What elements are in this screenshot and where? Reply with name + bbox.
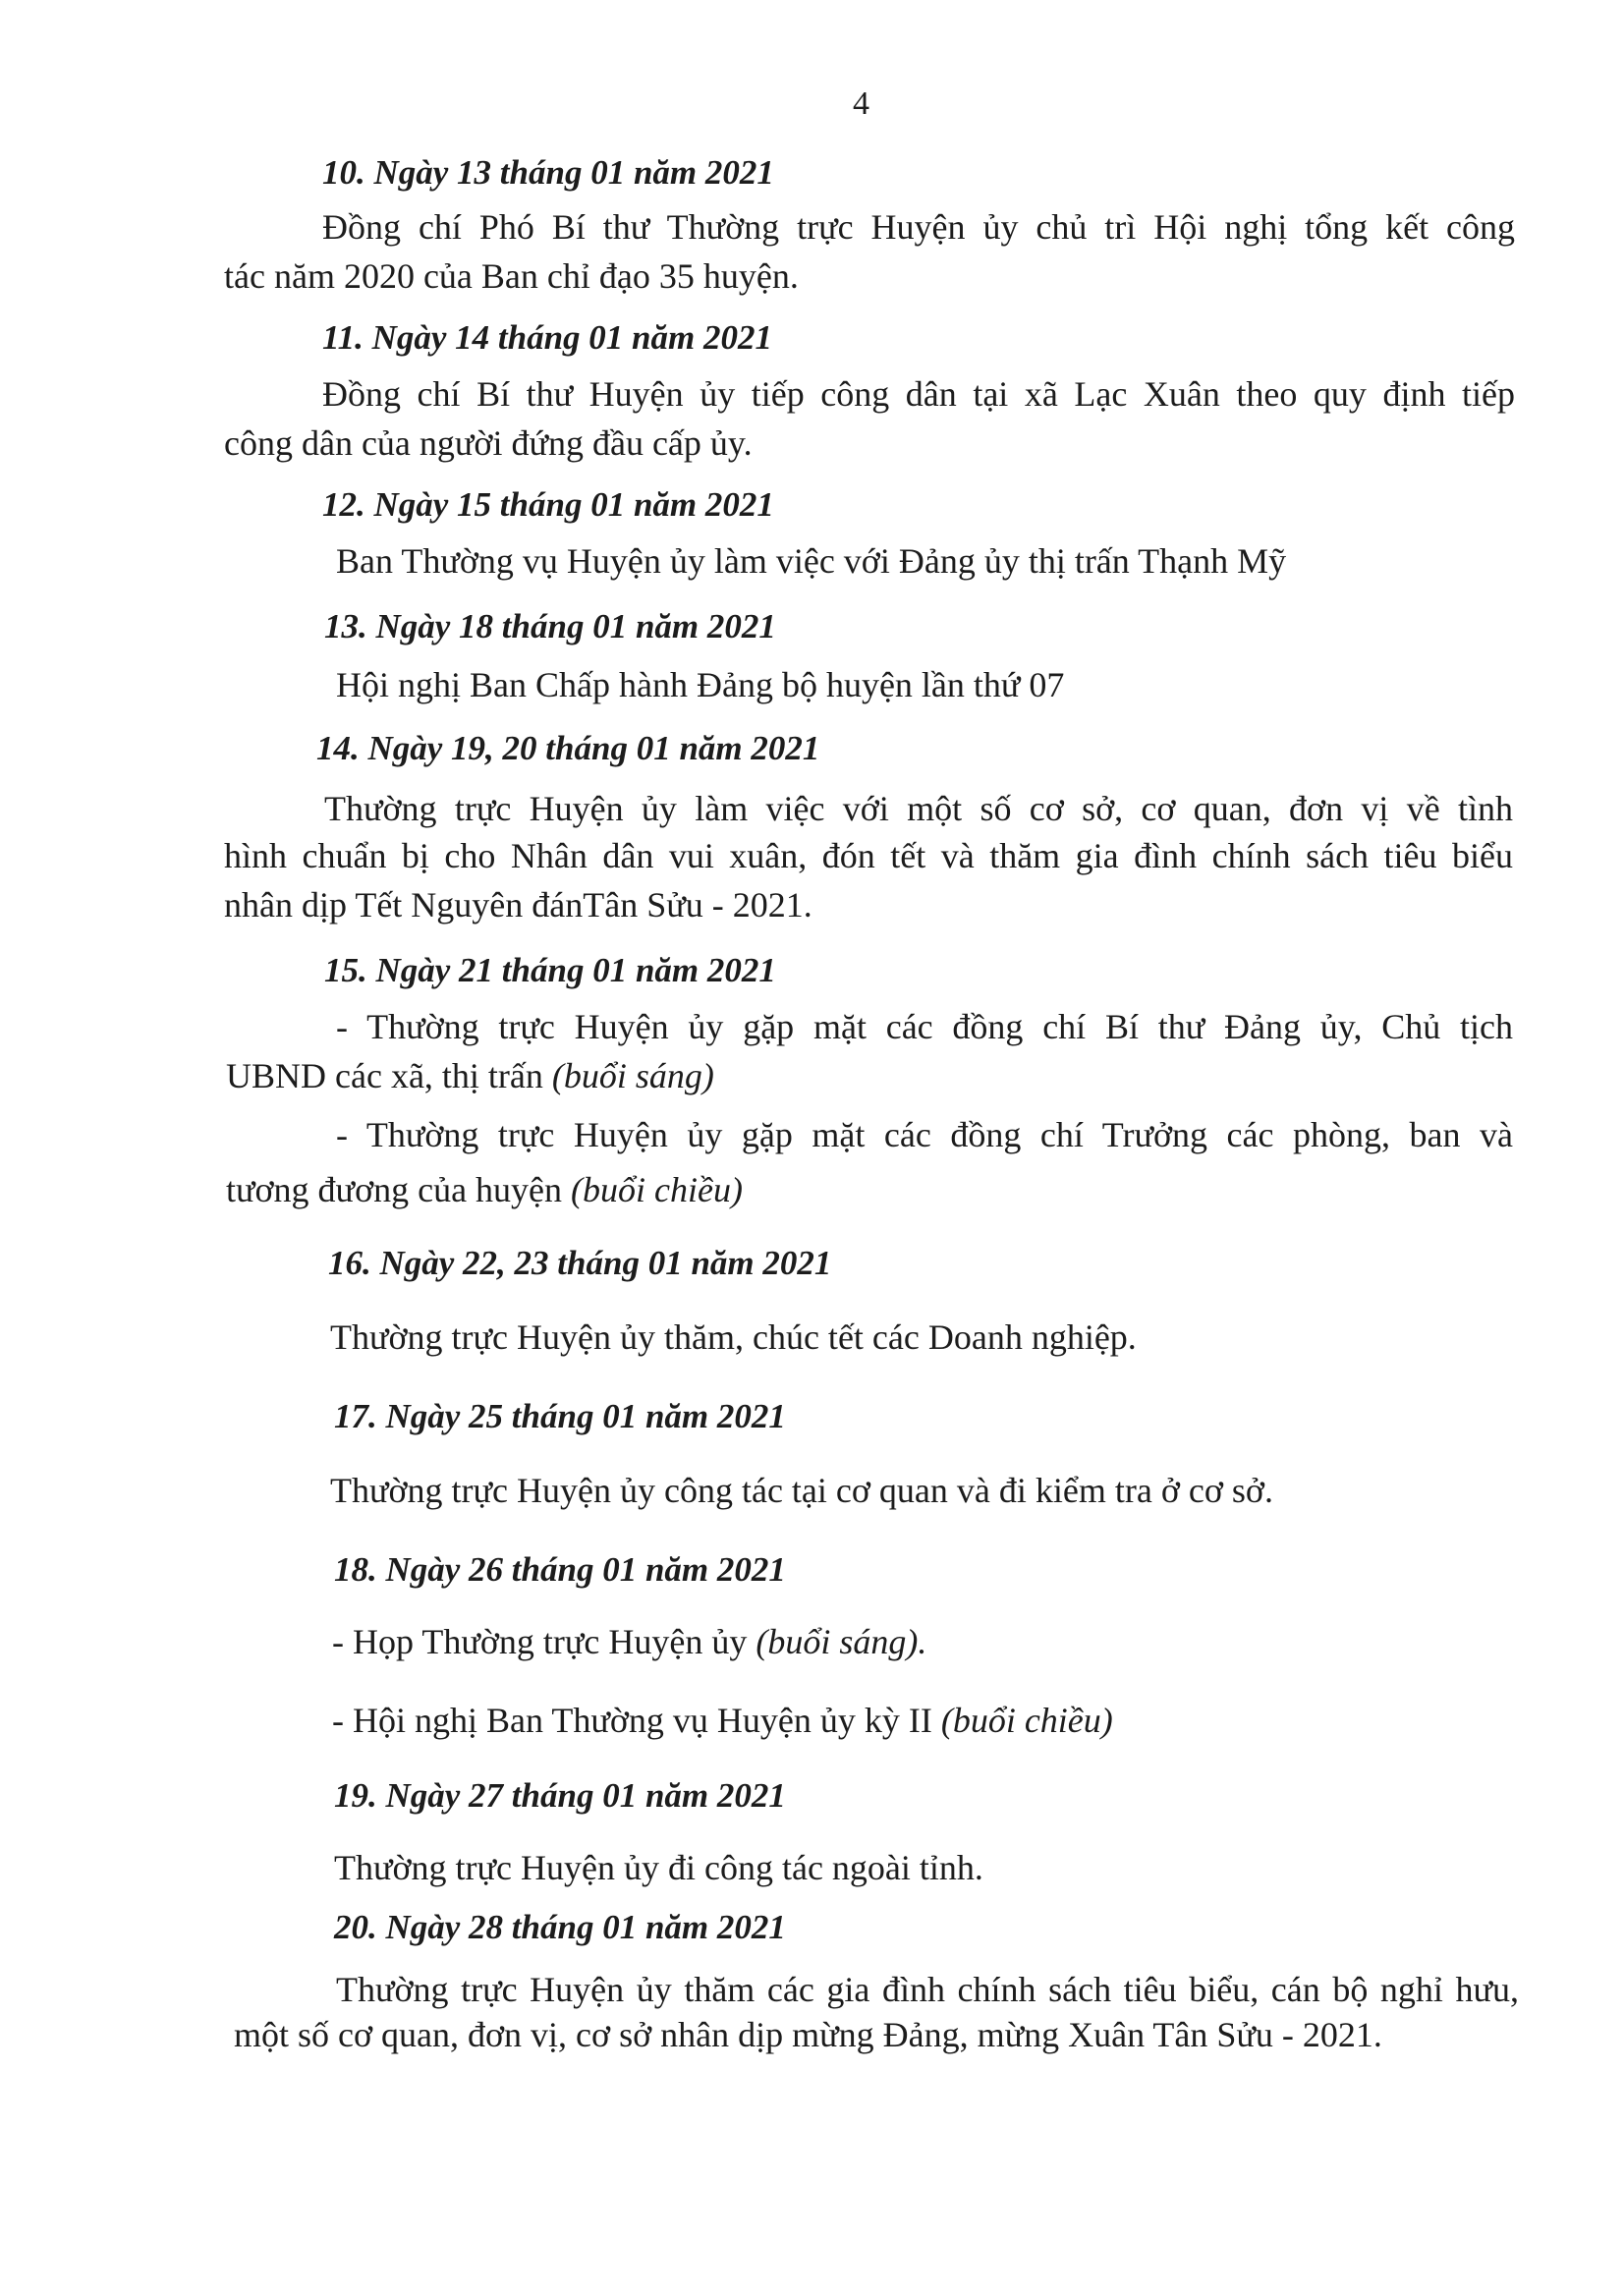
entry-line: Thường trực Huyện ủy thăm các gia đình chính sách tiêu biểu, cán bộ nghỉ hưu,: [336, 1970, 1519, 2009]
entry-line: [332, 1617, 1511, 1666]
entry-line: - Thường trực Huyện ủy gặp mặt các đồng chí Trưởng các phòng, ban và: [336, 1115, 1513, 1154]
entry-line: [226, 1165, 1405, 1214]
entry-body-14: [324, 784, 1513, 833]
entry-text: tương đương của huyện: [226, 1170, 563, 1209]
entry-item-15-1: [336, 1002, 1513, 1051]
entry-body-12: [336, 536, 1515, 586]
entry-heading-17: 17. Ngày 25 tháng 01 năm 2021: [334, 1397, 786, 1435]
entry-time-note: (buổi sáng): [551, 1056, 714, 1095]
entry-line: [226, 1051, 1405, 1100]
entry-heading-10: 10. Ngày 13 tháng 01 năm 2021: [322, 153, 774, 192]
entry-body-10: [322, 202, 1515, 252]
entry-line: [332, 1696, 1511, 1745]
entry-line: Đồng chí Phó Bí thư Thường trực Huyện ủy chủ trì Hội nghị tổng kết công: [322, 207, 1515, 247]
entry-line: Thường trực Huyện ủy thăm, chúc tết các Doanh nghiệp.: [330, 1317, 1137, 1357]
entry-line: công dân của người đứng đầu cấp ủy.: [224, 423, 753, 463]
entry-text: - Hội nghị Ban Thường vụ Huyện ủy kỳ II: [332, 1701, 932, 1740]
entry-body-14-cont: [224, 831, 1513, 929]
entry-heading-16: 16. Ngày 22, 23 tháng 01 năm 2021: [328, 1244, 832, 1282]
entry-heading-19: 19. Ngày 27 tháng 01 năm 2021: [334, 1776, 786, 1815]
entry-line: Thường trực Huyện ủy đi công tác ngoài tỉnh.: [334, 1848, 983, 1887]
entry-line: Thường trực Huyện ủy công tác tại cơ quan và đi kiểm tra ở cơ sở.: [330, 1471, 1273, 1510]
entry-time-note: (buổi chiều): [571, 1170, 743, 1209]
entry-body-10-cont: [224, 252, 1403, 301]
entry-body-19: [334, 1843, 1513, 1892]
entry-item-18-1: [332, 1617, 1511, 1666]
entry-text: - Họp Thường trực Huyện ủy: [332, 1622, 748, 1661]
entry-line: Hội nghị Ban Chấp hành Đảng bộ huyện lần thứ 07: [336, 665, 1065, 704]
entry-heading-15: 15. Ngày 21 tháng 01 năm 2021: [324, 951, 776, 989]
entry-item-18-2: [332, 1696, 1511, 1745]
entry-heading-14: 14. Ngày 19, 20 tháng 01 năm 2021: [316, 729, 820, 767]
entry-body-17: [330, 1466, 1509, 1515]
entry-heading-18: 18. Ngày 26 tháng 01 năm 2021: [334, 1550, 786, 1589]
entry-line: nhân dịp Tết Nguyên đánTân Sửu - 2021.: [224, 885, 812, 924]
entry-time-note: (buổi sáng).: [756, 1622, 927, 1661]
entry-line: Đồng chí Bí thư Huyện ủy tiếp công dân tại xã Lạc Xuân theo quy định tiếp: [322, 374, 1515, 414]
entry-line: một số cơ quan, đơn vị, cơ sở nhân dịp mừng Đảng, mừng Xuân Tân Sửu - 2021.: [234, 2015, 1382, 2054]
entry-line: Ban Thường vụ Huyện ủy làm việc với Đảng ủy thị trấn Thạnh Mỹ: [336, 541, 1287, 581]
entry-item-15-2: [336, 1110, 1513, 1159]
entry-body-20-cont: [234, 2010, 1511, 2059]
page-number: 4: [853, 85, 869, 122]
entry-item-15-1-cont: [226, 1051, 1405, 1100]
entry-heading-13: 13. Ngày 18 tháng 01 năm 2021: [324, 607, 776, 645]
entry-item-15-2-cont: [226, 1165, 1405, 1214]
entry-body-13: [336, 660, 1515, 709]
entry-body-16: [330, 1313, 1509, 1362]
entry-line: hình chuẩn bị cho Nhân dân vui xuân, đón tết và thăm gia đình chính sách tiêu biểu: [224, 836, 1513, 875]
entry-text: UBND các xã, thị trấn: [226, 1056, 543, 1095]
entry-line: - Thường trực Huyện ủy gặp mặt các đồng chí Bí thư Đảng ủy, Chủ tịch: [336, 1007, 1513, 1046]
entry-body-20: [336, 1965, 1519, 2014]
entry-time-note: (buổi chiều): [940, 1701, 1113, 1740]
entry-heading-12: 12. Ngày 15 tháng 01 năm 2021: [322, 485, 774, 524]
entry-heading-20: 20. Ngày 28 tháng 01 năm 2021: [334, 1908, 786, 1946]
entry-body-11: [322, 369, 1515, 419]
entry-line: Thường trực Huyện ủy làm việc với một số cơ sở, cơ quan, đơn vị về tình: [324, 789, 1513, 828]
entry-line: tác năm 2020 của Ban chỉ đạo 35 huyện.: [224, 256, 799, 296]
entry-heading-11: 11. Ngày 14 tháng 01 năm 2021: [322, 318, 772, 357]
entry-body-11-cont: [224, 419, 1403, 468]
